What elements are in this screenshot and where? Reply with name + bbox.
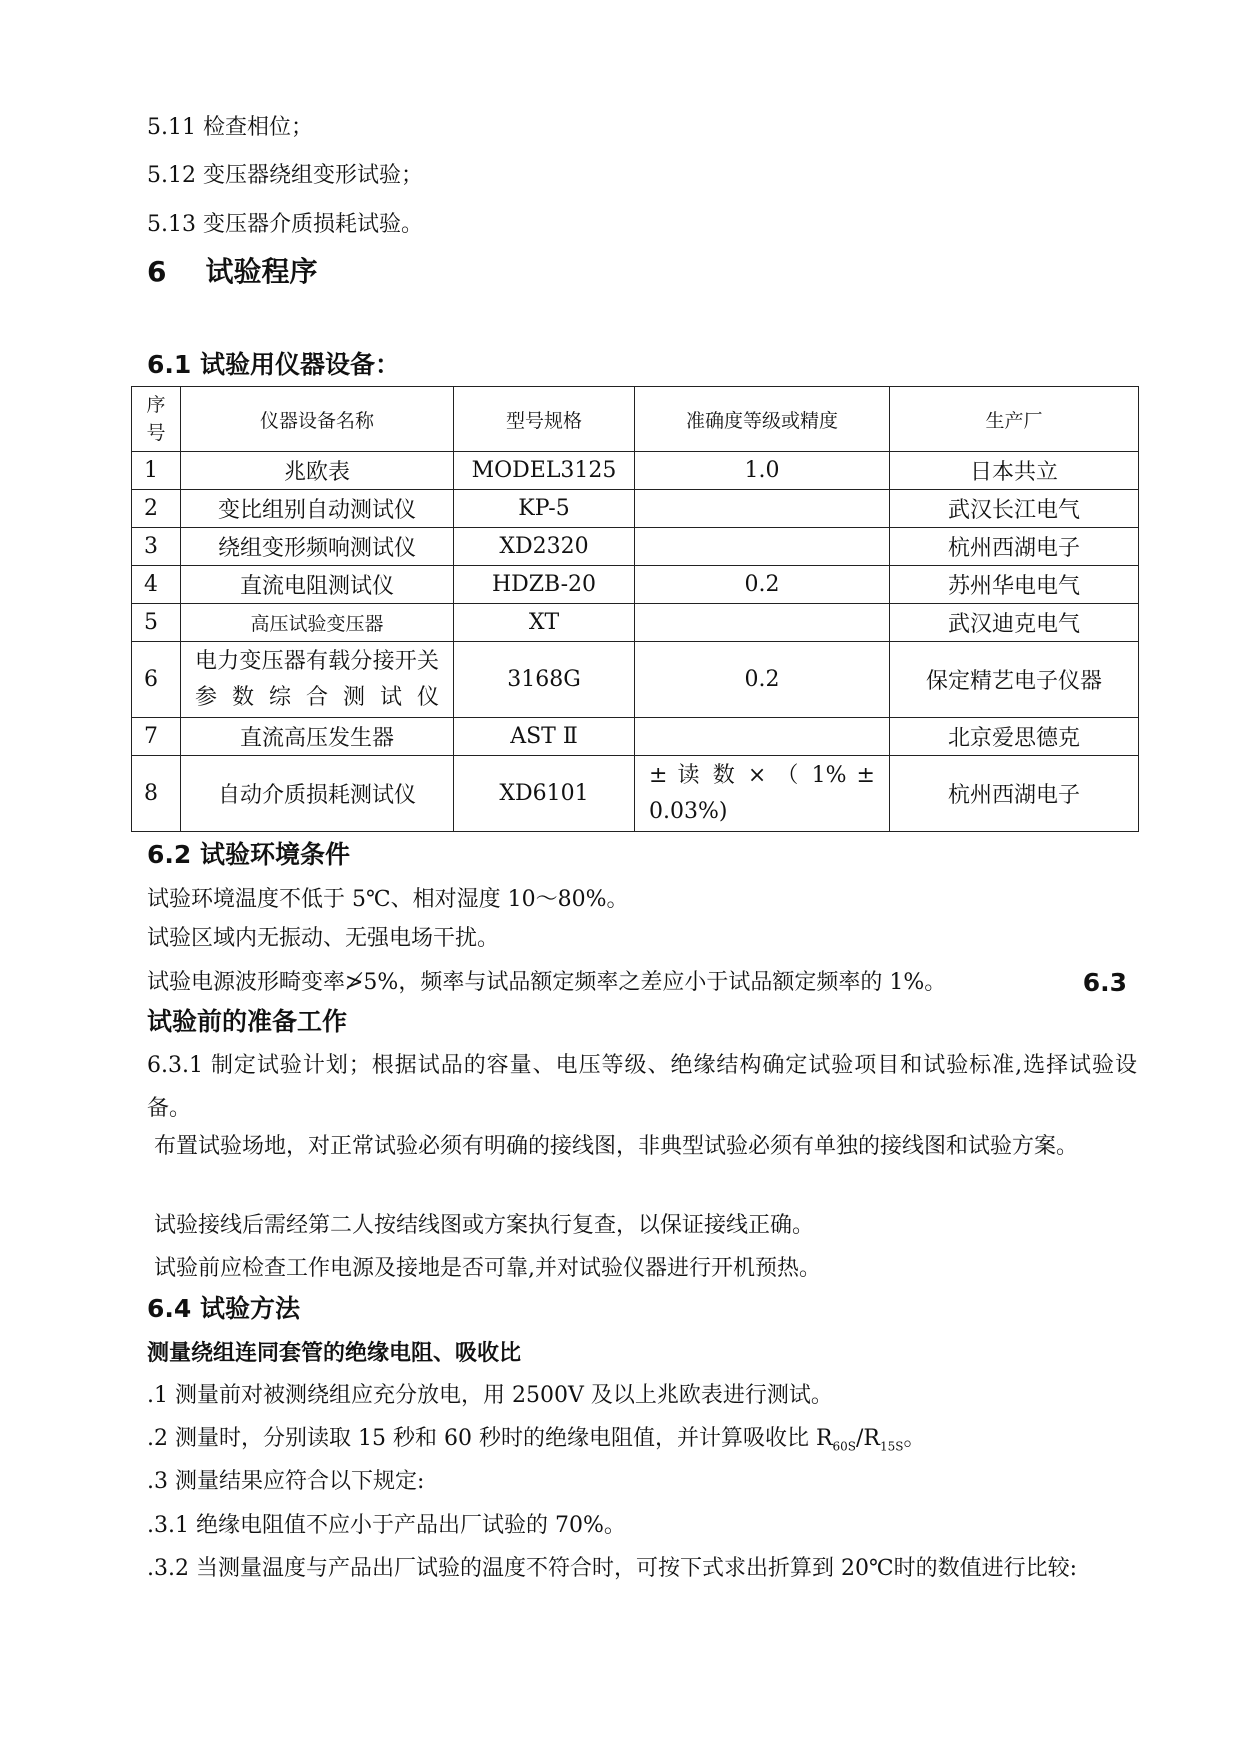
cell-maker: 日本共立 (890, 452, 1139, 490)
section-6-heading: 6 试验程序 (147, 255, 318, 288)
cell-model: XD6101 (454, 756, 635, 832)
section-6-1-heading: 6.1 试验用仪器设备： (147, 350, 400, 379)
table-row (132, 566, 1139, 604)
section-6-4-heading: 6.4 试验方法 (147, 1294, 300, 1323)
prep-para-3: 试验接线后需经第二人按结线图或方案执行复查，以保证接线正确。 (147, 1213, 814, 1238)
method-subheading: 测量绕组连同套管的绝缘电阻、吸收比 (147, 1341, 522, 1366)
header-model: 型号规格 (454, 387, 635, 452)
cell-accuracy (635, 528, 890, 566)
cell-accuracy: 0.2 (635, 566, 890, 604)
cell-seq: 5 (132, 604, 181, 642)
cell-seq: 7 (132, 718, 181, 756)
method-line-2-end: 。 (903, 1426, 926, 1451)
cell-name: 直流高压发生器 (181, 718, 454, 756)
cell-accuracy (635, 604, 890, 642)
method-line-3-1: .3.1 绝缘电阻值不应小于产品出厂试验的 70%。 (147, 1513, 626, 1538)
cell-maker: 武汉长江电气 (890, 490, 1139, 528)
cell-accuracy: 0.2 (635, 642, 890, 718)
prep-para-1: 6.3.1 制定试验计划；根据试品的容量、电压等级、绝缘结构确定试验项目和试验标准,选择试验设备。 (147, 1053, 1137, 1121)
cell-name: 高压试验变压器 (181, 604, 454, 642)
table-row (132, 490, 1139, 528)
cell-model: MODEL3125 (454, 452, 635, 490)
cell-maker: 杭州西湖电子 (890, 756, 1139, 832)
cell-accuracy (635, 490, 890, 528)
header-accuracy: 准确度等级或精度 (635, 387, 890, 452)
cell-maker: 北京爱思德克 (890, 718, 1139, 756)
cell-accuracy (635, 718, 890, 756)
r60-subscript: 60S (832, 1439, 857, 1454)
header-seq: 序 号 (132, 387, 181, 452)
method-line-2-mid: /R (856, 1426, 880, 1451)
cell-seq: 8 (132, 756, 181, 832)
header-maker: 生产厂 (890, 387, 1139, 452)
cell-seq: 4 (132, 566, 181, 604)
cell-seq: 6 (132, 642, 181, 718)
cell-accuracy: ± 读 数 × （ 1% ± 0.03%) (635, 756, 890, 832)
env-line-3 (147, 968, 1137, 998)
cell-model: 3168G (454, 642, 635, 718)
cell-maker: 保定精艺电子仪器 (890, 642, 1139, 718)
cell-model: XD2320 (454, 528, 635, 566)
table-row (132, 452, 1139, 490)
prep-para-4: 试验前应检查工作电源及接地是否可靠,并对试验仪器进行开机预热。 (147, 1256, 821, 1281)
cell-seq: 3 (132, 528, 181, 566)
table-header-row (132, 387, 1139, 452)
env-line-3-text: 试验电源波形畸变率≯5%，频率与试品额定频率之差应小于试品额定频率的 1%。 (147, 970, 947, 995)
env-line-1: 试验环境温度不低于 5℃、相对湿度 10～80%。 (147, 887, 629, 912)
cell-maker: 苏州华电电气 (890, 566, 1139, 604)
cell-model: HDZB-20 (454, 566, 635, 604)
method-line-3: .3 测量结果应符合以下规定: (147, 1469, 425, 1494)
prep-para-2: 布置试验场地，对正常试验必须有明确的接线图，非典型试验必须有单独的接线图和试验方案。 (147, 1134, 1079, 1159)
item-5-13: 5.13 变压器介质损耗试验。 (147, 212, 423, 237)
cell-model: XT (454, 604, 635, 642)
cell-accuracy: 1.0 (635, 452, 890, 490)
header-name: 仪器设备名称 (181, 387, 454, 452)
cell-maker: 武汉迪克电气 (890, 604, 1139, 642)
cell-name: 自动介质损耗测试仪 (181, 756, 454, 832)
equipment-table (131, 386, 1139, 832)
r15-subscript: 15S (880, 1439, 904, 1454)
section-6-2-heading: 6.2 试验环境条件 (147, 840, 350, 869)
cell-seq: 1 (132, 452, 181, 490)
cell-seq: 2 (132, 490, 181, 528)
method-line-3-2: .3.2 当测量温度与产品出厂试验的温度不符合时，可按下式求出折算到 20℃时的数值进行比较: (147, 1556, 1077, 1581)
method-line-2-text: .2 测量时，分别读取 15 秒和 60 秒时的绝缘电阻值，并计算吸收比 R (147, 1426, 833, 1451)
method-line-1: .1 测量前对被测绕组应充分放电，用 2500V 及以上兆欧表进行测试。 (147, 1383, 833, 1408)
cell-name: 兆欧表 (181, 452, 454, 490)
item-5-11: 5.11 检查相位； (147, 115, 313, 140)
table-row (132, 718, 1139, 756)
env-line-2: 试验区域内无振动、无强电场干扰。 (147, 926, 500, 951)
cell-name: 绕组变形频响测试仪 (181, 528, 454, 566)
section-6-3-number: 6.3 (1082, 968, 1127, 997)
cell-name: 直流电阻测试仪 (181, 566, 454, 604)
section-6-3-heading: 试验前的准备工作 (147, 1007, 348, 1036)
cell-name: 电力变压器有载分接开关参数综合测试仪 (181, 642, 454, 718)
table-row (132, 528, 1139, 566)
table-row (132, 642, 1139, 718)
table-row (132, 604, 1139, 642)
table-row (132, 756, 1139, 832)
cell-maker: 杭州西湖电子 (890, 528, 1139, 566)
cell-name: 变比组别自动测试仪 (181, 490, 454, 528)
cell-model: AST Ⅱ (454, 718, 635, 756)
method-line-2 (147, 1424, 926, 1461)
item-5-12: 5.12 变压器绕组变形试验； (147, 163, 423, 188)
cell-model: KP-5 (454, 490, 635, 528)
